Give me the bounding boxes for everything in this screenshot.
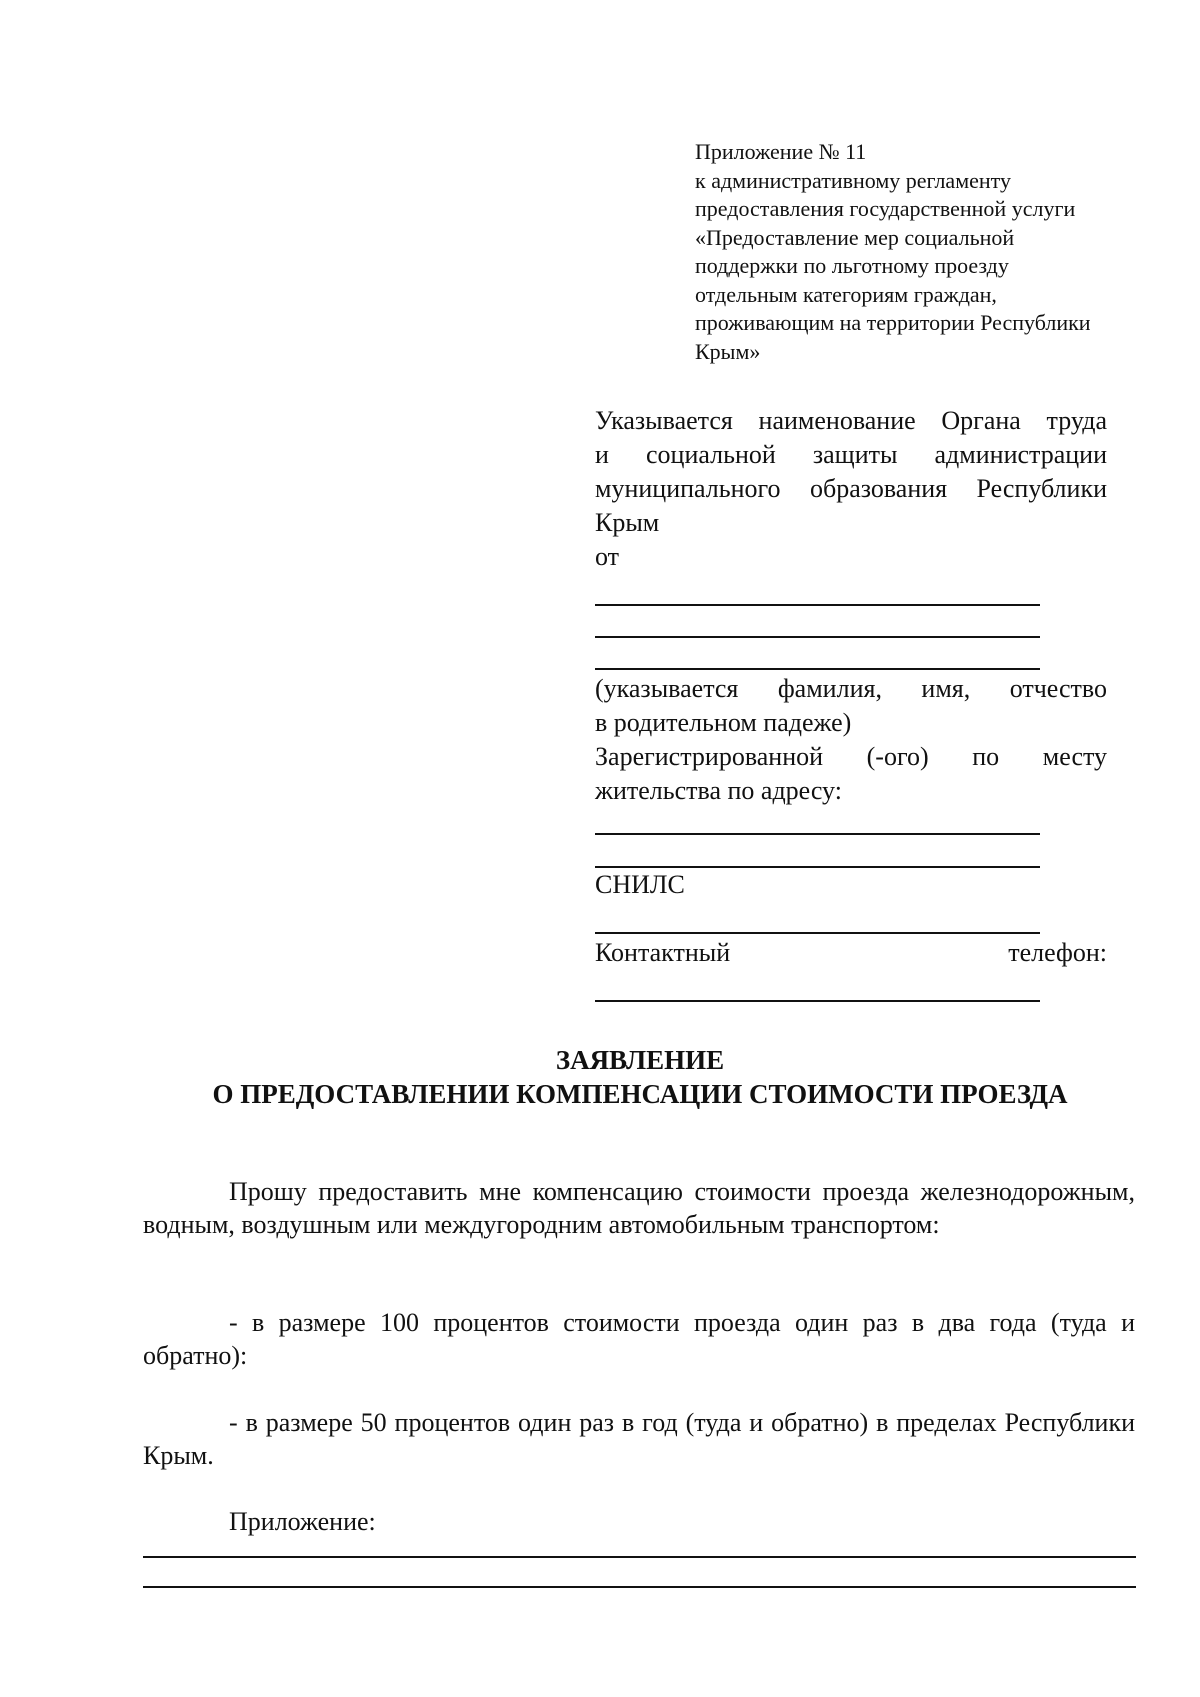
- name-hint-line: в родительном падеже): [595, 708, 852, 737]
- appendix-line: предоставления государственной услуги: [695, 196, 1076, 221]
- applicant-name-line[interactable]: [595, 604, 1040, 606]
- address-line[interactable]: [595, 833, 1040, 835]
- appendix-header: [695, 138, 1165, 366]
- appendix-line: Крым»: [695, 338, 761, 364]
- appendix-line: Приложение № 11: [695, 139, 867, 164]
- appendix-line: проживающим на территории Республики: [695, 310, 1091, 335]
- appendix-line: к административному регламенту: [695, 167, 1011, 193]
- document-title: ЗАЯВЛЕНИЕ: [555, 1045, 725, 1075]
- organ-name-line: и социальной защиты администрации: [595, 440, 1107, 469]
- applicant-name-line[interactable]: [595, 636, 1040, 638]
- document-subtitle: О ПРЕДОСТАВЛЕНИИ КОМПЕНСАЦИИ СТОИМОСТИ ПРОЕЗДА: [212, 1079, 1068, 1109]
- organ-name-line: Указывается наименование Органа труда: [595, 406, 1107, 435]
- phone-label-row: [595, 936, 1107, 970]
- addressee-block: [595, 404, 1107, 574]
- name-hint-block: [595, 672, 1107, 808]
- appendix-line: отдельным категориям граждан,: [695, 281, 997, 307]
- from-label: от: [595, 542, 620, 571]
- option-50-percent: - в размере 50 процентов один раз в год (туда и обратно) в пределах Республики Крым.: [143, 1408, 1135, 1470]
- registered-address-line: жительства по адресу:: [595, 776, 842, 805]
- phone-label-left: Контактный: [595, 938, 731, 967]
- attachment-line[interactable]: [143, 1556, 1136, 1558]
- organ-name-line: Крым: [595, 508, 660, 537]
- phone-line[interactable]: [595, 1000, 1040, 1002]
- snils-line[interactable]: [595, 932, 1040, 934]
- appendix-line: «Предоставление мер социальной: [695, 224, 1015, 250]
- name-hint-line: (указывается фамилия, имя, отчество: [595, 674, 1107, 703]
- registered-address-line: Зарегистрированной (-ого) по месту: [595, 742, 1107, 771]
- applicant-name-line[interactable]: [595, 668, 1040, 670]
- appendix-line: поддержки по льготному проезду: [695, 253, 1009, 278]
- organ-name-line: муниципального образования Республики: [595, 474, 1107, 503]
- attachment-line[interactable]: [143, 1586, 1136, 1588]
- attachment-label: Приложение:: [229, 1507, 376, 1536]
- phone-label-right: телефон:: [1008, 938, 1107, 967]
- snils-label: СНИЛС: [595, 870, 685, 899]
- option-100-percent: - в размере 100 процентов стоимости проезда один раз в два года (туда и обратно):: [143, 1308, 1135, 1370]
- request-paragraph: Прошу предоставить мне компенсацию стоимости проезда железнодорожным, водным, воздушным или междугородним автомобильным транспортом:: [143, 1177, 1135, 1239]
